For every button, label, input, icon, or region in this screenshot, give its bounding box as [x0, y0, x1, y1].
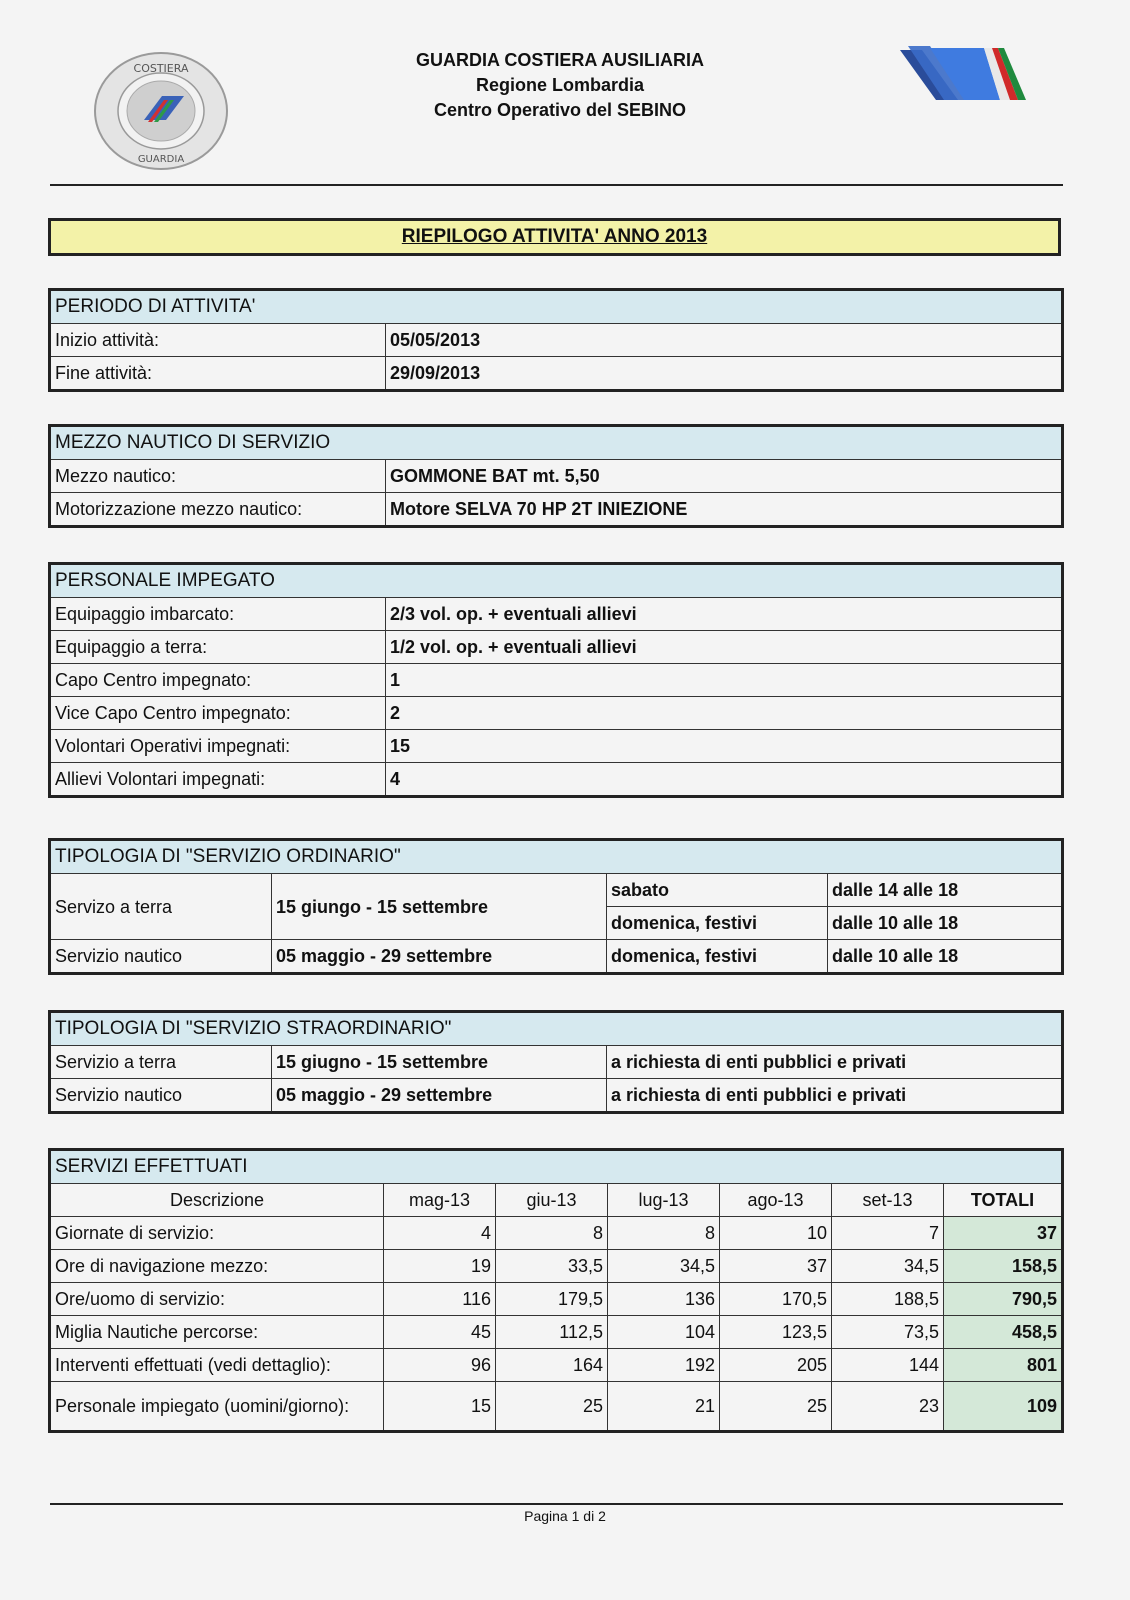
cell-value: 23	[832, 1382, 944, 1432]
table-row	[50, 1382, 1063, 1432]
table-row	[50, 598, 1063, 631]
cell-value: 15	[384, 1382, 496, 1432]
total-value: 37	[944, 1217, 1063, 1250]
row-label: Servizio nautico	[50, 1079, 272, 1113]
row-value: 2	[386, 697, 1063, 730]
row-label: Vice Capo Centro impegnato:	[50, 697, 386, 730]
personale-table	[48, 562, 1064, 798]
cell-value: 34,5	[832, 1250, 944, 1283]
cell-value: 164	[496, 1349, 608, 1382]
row-label: Ore di navigazione mezzo:	[50, 1250, 384, 1283]
page-number: Pagina 1 di 2	[524, 1508, 606, 1524]
table-row	[50, 1217, 1063, 1250]
row-label: Equipaggio a terra:	[50, 631, 386, 664]
period-value: 05 maggio - 29 settembre	[272, 940, 607, 974]
cell-value: 136	[608, 1283, 720, 1316]
cell-value: 96	[384, 1349, 496, 1382]
row-label: Volontari Operativi impegnati:	[50, 730, 386, 763]
servizi-header: SERVIZI EFFETTUATI	[50, 1150, 1063, 1184]
total-value: 458,5	[944, 1316, 1063, 1349]
column-header: Descrizione	[50, 1184, 384, 1217]
note-value: a richiesta di enti pubblici e privati	[607, 1079, 1063, 1113]
note-value: a richiesta di enti pubblici e privati	[607, 1046, 1063, 1079]
coast-guard-seal-logo	[92, 50, 230, 172]
cell-value: 34,5	[608, 1250, 720, 1283]
table-row	[50, 357, 1063, 391]
column-header-totali: TOTALI	[944, 1184, 1063, 1217]
cell-value: 123,5	[720, 1316, 832, 1349]
cell-value: 8	[608, 1217, 720, 1250]
total-value: 801	[944, 1349, 1063, 1382]
row-label: Motorizzazione mezzo nautico:	[50, 493, 386, 527]
table-header-row	[50, 1184, 1063, 1217]
row-value: 29/09/2013	[386, 357, 1063, 391]
straordinario-table	[48, 1010, 1064, 1114]
hours-value: dalle 10 alle 18	[828, 940, 1063, 974]
row-value: 15	[386, 730, 1063, 763]
cell-value: 205	[720, 1349, 832, 1382]
table-row	[50, 697, 1063, 730]
page-title: RIEPILOGO ATTIVITA' ANNO 2013	[48, 218, 1061, 256]
column-header: mag-13	[384, 1184, 496, 1217]
hours-value: dalle 14 alle 18	[828, 874, 1063, 907]
cell-value: 73,5	[832, 1316, 944, 1349]
row-value: 4	[386, 763, 1063, 797]
center-name: Centro Operativo del SEBINO	[433, 100, 687, 120]
row-label: Fine attività:	[50, 357, 386, 391]
svg-text:COSTIERA: COSTIERA	[133, 62, 189, 75]
svg-text:GUARDIA: GUARDIA	[137, 154, 185, 165]
cell-value: 21	[608, 1382, 720, 1432]
table-row	[50, 1079, 1063, 1113]
cell-value: 25	[720, 1382, 832, 1432]
table-row	[50, 493, 1063, 527]
table-row	[50, 763, 1063, 797]
org-name: GUARDIA COSTIERA AUSILIARIA	[416, 50, 704, 70]
period-value: 15 giugno - 15 settembre	[272, 1046, 607, 1079]
row-value: 2/3 vol. op. + eventuali allievi	[386, 598, 1063, 631]
cell-value: 144	[832, 1349, 944, 1382]
row-label: Servizio nautico	[50, 940, 272, 974]
cell-value: 192	[608, 1349, 720, 1382]
ordinario-header: TIPOLOGIA DI "SERVIZIO ORDINARIO"	[50, 840, 1063, 874]
row-label: Interventi effettuati (vedi dettaglio):	[50, 1349, 384, 1382]
table-row	[50, 1349, 1063, 1382]
cell-value: 188,5	[832, 1283, 944, 1316]
cell-value: 7	[832, 1217, 944, 1250]
row-label: Mezzo nautico:	[50, 460, 386, 493]
table-row	[50, 631, 1063, 664]
cell-value: 4	[384, 1217, 496, 1250]
row-label: Allievi Volontari impegnati:	[50, 763, 386, 797]
row-label: Equipaggio imbarcato:	[50, 598, 386, 631]
row-label: Servizo a terra	[50, 874, 272, 940]
row-label: Personale impiegato (uomini/giorno):	[50, 1382, 384, 1432]
flag-ribbon-logo	[900, 44, 1030, 104]
cell-value: 104	[608, 1316, 720, 1349]
cell-value: 37	[720, 1250, 832, 1283]
total-value: 158,5	[944, 1250, 1063, 1283]
row-label: Servizio a terra	[50, 1046, 272, 1079]
total-value: 790,5	[944, 1283, 1063, 1316]
cell-value: 170,5	[720, 1283, 832, 1316]
ordinario-table	[48, 838, 1064, 975]
personale-header: PERSONALE IMPEGATO	[50, 564, 1063, 598]
table-row	[50, 664, 1063, 697]
cell-value: 116	[384, 1283, 496, 1316]
hours-value: dalle 10 alle 18	[828, 907, 1063, 940]
cell-value: 19	[384, 1250, 496, 1283]
cell-value: 179,5	[496, 1283, 608, 1316]
table-row	[50, 460, 1063, 493]
day-value: sabato	[607, 874, 828, 907]
periodo-table	[48, 288, 1064, 392]
header-divider	[50, 184, 1063, 186]
row-value: 05/05/2013	[386, 324, 1063, 357]
table-row	[50, 940, 1063, 974]
cell-value: 25	[496, 1382, 608, 1432]
row-value: Motore SELVA 70 HP 2T INIEZIONE	[386, 493, 1063, 527]
periodo-header: PERIODO DI ATTIVITA'	[50, 290, 1063, 324]
footer-divider	[50, 1503, 1063, 1505]
table-row	[50, 1283, 1063, 1316]
row-label: Inizio attività:	[50, 324, 386, 357]
total-value: 109	[944, 1382, 1063, 1432]
cell-value: 45	[384, 1316, 496, 1349]
period-value: 05 maggio - 29 settembre	[272, 1079, 607, 1113]
day-value: domenica, festivi	[607, 907, 828, 940]
row-value: 1/2 vol. op. + eventuali allievi	[386, 631, 1063, 664]
mezzo-header: MEZZO NAUTICO DI SERVIZIO	[50, 426, 1063, 460]
table-row	[50, 1316, 1063, 1349]
table-row	[50, 324, 1063, 357]
straordinario-header: TIPOLOGIA DI "SERVIZIO STRAORDINARIO"	[50, 1012, 1063, 1046]
row-value: GOMMONE BAT mt. 5,50	[386, 460, 1063, 493]
table-row	[50, 1046, 1063, 1079]
cell-value: 112,5	[496, 1316, 608, 1349]
period-value: 15 giungo - 15 settembre	[272, 874, 607, 940]
mezzo-table	[48, 424, 1064, 528]
cell-value: 10	[720, 1217, 832, 1250]
row-label: Capo Centro impegnato:	[50, 664, 386, 697]
servizi-table	[48, 1148, 1064, 1433]
day-value: domenica, festivi	[607, 940, 828, 974]
column-header: ago-13	[720, 1184, 832, 1217]
column-header: lug-13	[608, 1184, 720, 1217]
table-row	[50, 1250, 1063, 1283]
column-header: set-13	[832, 1184, 944, 1217]
row-label: Giornate di servizio:	[50, 1217, 384, 1250]
cell-value: 33,5	[496, 1250, 608, 1283]
region-name: Regione Lombardia	[475, 75, 645, 95]
table-row	[50, 730, 1063, 763]
row-label: Ore/uomo di servizio:	[50, 1283, 384, 1316]
table-row	[50, 874, 1063, 907]
cell-value: 8	[496, 1217, 608, 1250]
row-label: Miglia Nautiche percorse:	[50, 1316, 384, 1349]
header-block	[300, 48, 820, 123]
row-value: 1	[386, 664, 1063, 697]
column-header: giu-13	[496, 1184, 608, 1217]
